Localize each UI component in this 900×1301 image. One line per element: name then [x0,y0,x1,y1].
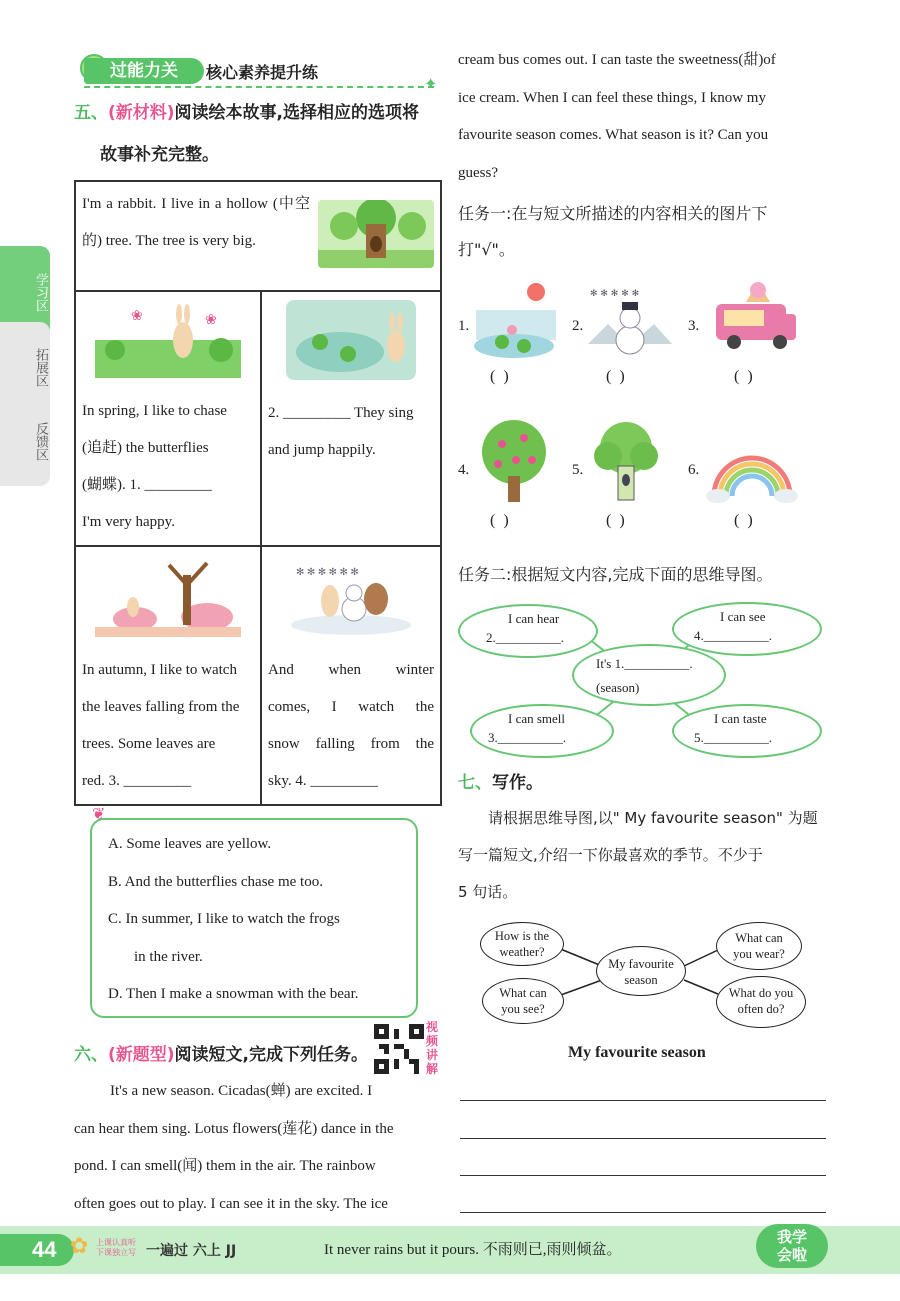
tab-study-area[interactable]: 学习区 [0,246,50,338]
ice-cream-bus-picture[interactable] [712,280,802,358]
passage-right-line-3: favourite season comes. What season is it? Can you [458,127,769,143]
answer-paren-1[interactable]: ( ) [490,368,511,385]
story-cell-2-line-1: 2. _________ They sing [268,405,414,421]
passage-right-line-4: guess? [458,164,498,181]
story-cell-3-line-3: trees. Some leaves are [82,736,216,752]
story-cell-3-line-4: red. 3. _________ [82,773,192,789]
section-badge-label: 过能力关 [110,61,178,81]
picture-2-number: 2. [572,318,584,334]
passage-left-line-2: can hear them sing. Lotus flowers(莲花) dance in the [74,1120,394,1137]
learned-badge [756,1224,828,1268]
mindmap-hear [458,604,598,658]
story-cell-2-line-2: and jump happily. [268,442,376,458]
qr-code-icon[interactable] [374,1024,424,1074]
story-cell-1-line-3: (蝴蝶). 1. _________ [82,477,212,493]
mindmap-see-blank[interactable]: 4.__________. [694,628,772,643]
picture-5-number: 5. [572,462,584,478]
task1-line-1: 任务一:在与短文所描述的内容相关的图片下 [458,204,768,223]
section7-prompt-line-3: 5 句话。 [458,883,518,901]
option-b: B. And the butterflies chase me too. [108,873,323,890]
page-number-badge [0,1234,74,1266]
section7-prompt-line-2: 写一篇短文,介绍一下你最喜欢的季节。不少于 [458,846,763,864]
section5-number: 五、 [74,103,108,123]
passage-right-line-1: cream bus comes out. I can taste the sweetness(甜)of [458,52,776,68]
picture-3-number: 3. [688,318,700,334]
passage-right-line-2: ice cream. When I can feel these things, I know my [458,89,766,106]
story-cell-4-line-1: And when winter [268,662,434,678]
story-cell-4-line-4: sky. 4. _________ [268,773,378,789]
mindmap-smell [470,704,614,758]
footer-proverb: It never rains but it pours. 不雨则已,雨则倾盆。 [324,1242,622,1258]
section6-title-text: 阅读短文,完成下列任务。 [174,1045,369,1065]
frogs-pond-picture [268,300,434,395]
story-table [74,180,442,806]
section5-tag: (新材料) [108,103,175,123]
writing-mindmap-q2: What can you see? [482,978,564,1024]
mascot-icon: ✿ [70,1234,89,1259]
learned-badge-label: 我学会啦 [776,1228,807,1264]
rainbow-picture[interactable] [704,452,800,508]
mindmap-smell-label: I can smell [508,711,566,726]
picture-4-number: 4. [458,462,470,478]
hollow-tree-picture [318,200,434,283]
answer-paren-2[interactable]: ( ) [606,368,627,385]
section5-title-line2: 故事补充完整。 [100,145,219,165]
cherry-icon: ❦ [92,804,106,823]
passage-left-line-1: It's a new season. Cicadas(蝉) are excited. I [110,1083,373,1099]
section7-title [458,766,543,800]
answer-paren-6[interactable]: ( ) [734,512,755,529]
apple-tree-picture[interactable] [472,416,556,510]
footer-small-line-2: 下课独立写 [96,1248,136,1257]
tab-extension-area[interactable]: 拓展区 [0,322,50,412]
section7-prompt [458,800,830,911]
section7-title-text: 写作。 [492,773,543,793]
writing-line-3[interactable] [460,1175,826,1176]
svg-text:✻ ✻ ✻ ✻ ✻ ✻: ✻ ✻ ✻ ✻ ✻ ✻ [296,567,359,578]
passage-left-line-4: often goes out to play. I can see it in the sky. The ice [74,1195,388,1212]
mindmap-center [572,644,726,706]
header-divider [84,86,434,88]
writing-mindmap-center: My favourite season [596,946,686,996]
mindmap-center-sub: (season) [596,680,640,695]
option-c: C. In summer, I like to watch the frogs [108,911,340,927]
section5-title-text: 阅读绘本故事,选择相应的选项将 [174,103,420,123]
mindmap-taste-label: I can taste [714,711,767,726]
story-cell-1-line-1: In spring, I like to chase [82,403,227,419]
writing-mindmap-q4: What do you often do? [716,976,806,1028]
story-cell-4-line-2: comes, I watch the [268,699,434,715]
answer-paren-5[interactable]: ( ) [606,512,627,529]
option-a: A. Some leaves are yellow. [108,836,272,852]
story-cell-1-line-2: (追赶) the butterflies [82,440,209,456]
picture-6-number: 6. [688,462,700,478]
answer-paren-3[interactable]: ( ) [734,368,755,385]
svg-text:✻ ✻ ✻ ✻ ✻: ✻ ✻ ✻ ✻ ✻ [590,289,640,299]
section6-number: 六、 [74,1045,108,1065]
section-badge [84,58,204,84]
mindmap-taste-blank[interactable]: 5.__________. [694,730,772,745]
picture-1-number: 1. [458,318,470,334]
passage-left [74,1073,442,1223]
mindmap-hear-blank[interactable]: 2.__________. [486,630,564,645]
video-explanation-label[interactable]: 视频讲解 [426,1020,439,1076]
footer-small-line-1: 上课认真听 [96,1238,136,1247]
svg-text:❀: ❀ [205,313,217,328]
section6-title [74,1038,368,1072]
spring-butterflies-picture [82,300,254,393]
page-number: 44 [32,1237,57,1262]
mindmap-hear-label: I can hear [508,611,560,626]
lotus-pond-picture[interactable] [472,280,558,366]
option-c-continued: in the river. [134,948,203,965]
story-cell-1-line-4: I'm very happy. [82,514,175,530]
story-cell-3-line-1: In autumn, I like to watch [82,662,237,678]
winter-snowman-picture [268,555,434,652]
book-title: 一遍过 六上 JJ [146,1243,237,1259]
tab-feedback-area[interactable]: 反馈区 [0,396,50,486]
mindmap-taste [672,704,822,758]
mindmap-smell-blank[interactable]: 3.__________. [488,730,566,745]
option-d: D. Then I make a snowman with the bear. [108,986,359,1002]
story-cell-3-line-2: the leaves falling from the [82,699,240,715]
section6-tag: (新题型) [108,1045,175,1065]
passage-left-line-3: pond. I can smell(闻) them in the air. The rainbow [74,1158,376,1174]
mindmap-see-label: I can see [720,609,766,624]
story-cell-1 [75,291,261,546]
story-cell-3 [75,546,261,805]
task1-line-2: 打"√"。 [458,240,515,259]
essay-title: My favourite season [568,1044,706,1061]
green-tree-picture[interactable] [590,418,662,508]
story-intro-cell [75,181,441,291]
story-cell-2 [261,291,441,546]
section5-title [74,96,419,130]
mindmap-see [672,602,822,656]
footer-small-text [96,1238,136,1258]
options-box [90,818,418,1018]
header-subtitle: 核心素养提升练 [206,63,319,82]
section7-number: 七、 [458,773,492,793]
writing-line-4[interactable] [460,1212,826,1213]
mindmap-center-label[interactable]: It's 1.__________. [596,656,693,671]
autumn-tree-picture [82,555,254,652]
story-intro-text: I'm a rabbit. I live in a hollow (中空的) tree. The tree is very big. [82,196,310,249]
answer-paren-4[interactable]: ( ) [490,512,511,529]
star-icon: ✦ [424,74,438,93]
writing-mindmap-q1: How is the weather? [480,922,564,966]
writing-mindmap-q3: What can you wear? [716,922,802,970]
task2-instruction: 任务二:根据短文内容,完成下面的思维导图。 [458,565,773,584]
svg-text:❀: ❀ [131,309,143,324]
task1-instruction [458,196,828,268]
writing-line-1[interactable] [460,1100,826,1101]
passage-right [458,42,826,192]
story-cell-4 [261,546,441,805]
section7-prompt-line-1: 请根据思维导图,以" My favourite season" 为题 [488,809,818,827]
story-cell-4-line-3: snow falling from the [268,736,434,752]
snowman-picture[interactable] [588,284,672,364]
writing-line-2[interactable] [460,1138,826,1139]
